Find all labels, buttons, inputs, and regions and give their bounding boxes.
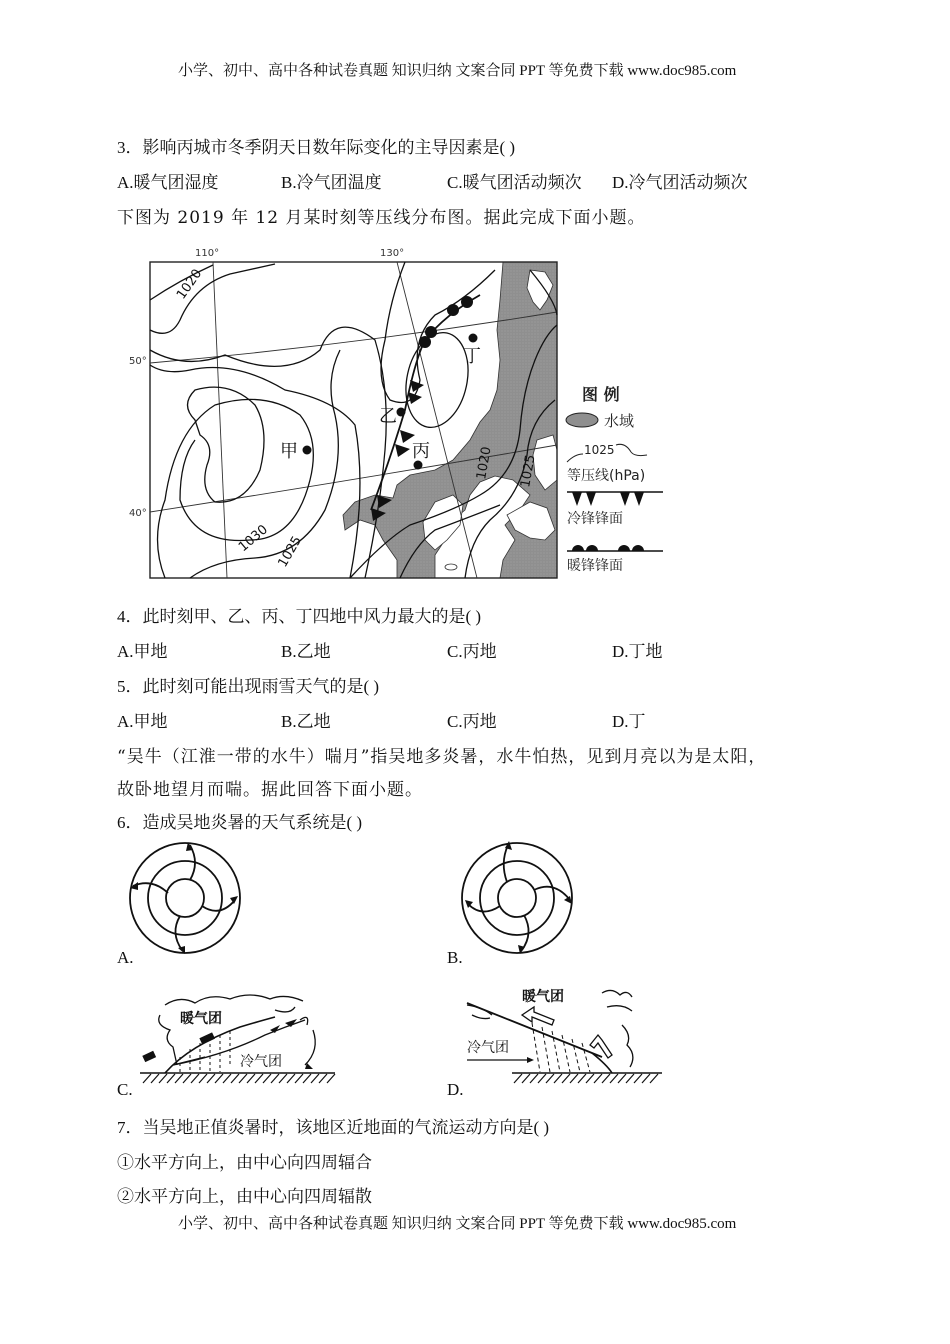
- q6-option-b-label: B.: [447, 948, 463, 967]
- fig-c-warm-label: 暖气团: [180, 1011, 222, 1027]
- isobar-label-1030: 1030: [235, 522, 271, 556]
- isobar-label-1025-e: 1025: [518, 453, 539, 489]
- question-3-stem: 3．影响丙城市冬季阴天日数年际变化的主导因素是( ): [117, 138, 516, 157]
- q3-option-a: A.暖气团湿度: [117, 173, 219, 192]
- q7-item-2: ②水平方向上，由中心向四周辐散: [117, 1187, 372, 1206]
- question-4-stem: 4．此时刻甲、乙、丙、丁四地中风力最大的是( ): [117, 607, 482, 626]
- lon-label-110: 110°: [195, 248, 220, 259]
- q6-figure-a: [130, 838, 260, 964]
- q5-option-b: B.乙地: [281, 712, 331, 731]
- question-5-stem: 5．此时刻可能出现雨雪天气的是( ): [117, 677, 380, 696]
- fig-c-cold-label: 冷气团: [240, 1054, 282, 1070]
- fig-d-cold-label: 冷气团: [467, 1040, 509, 1056]
- q3-option-b: B.冷气团温度: [281, 173, 382, 192]
- q6-option-c-label: C.: [117, 1080, 133, 1099]
- question-6-stem: 6．造成吴地炎暑的天气系统是( ): [117, 813, 363, 832]
- isobar-map: [129, 240, 675, 585]
- q7-item-1: ①水平方向上，由中心向四周辐合: [117, 1153, 372, 1172]
- isobar-label-1020-e: 1020: [474, 445, 495, 481]
- q4-option-d: D.丁地: [612, 642, 663, 661]
- q5-option-a: A.甲地: [117, 712, 168, 731]
- page-footer: 小学、初中、高中各种试卷真题 知识归纳 文案合同 PPT 等免费下载 www.doc985.com: [178, 1216, 737, 1232]
- map-intro: 下图为 2019 年 12 月某时刻等压线分布图。据此完成下面小题。: [117, 208, 646, 228]
- passage-line-2: 故卧地望月而喘。据此回答下面小题。: [117, 780, 423, 800]
- place-ding: 丁: [463, 346, 481, 367]
- legend-water: 水域: [604, 412, 635, 430]
- lat-label-40: 40°: [129, 508, 147, 519]
- q3-option-c: C.暖气团活动频次: [447, 173, 582, 192]
- passage-line-1: “吴牛（江淮一带的水牛）喘月”指吴地多炎暑，水牛怕热，见到月亮以为是太阳，: [117, 747, 767, 767]
- place-yi: 乙: [379, 406, 397, 427]
- q3-option-d: D.冷气团活动频次: [612, 173, 748, 192]
- place-jia: 甲: [280, 441, 298, 462]
- lat-label-50: 50°: [129, 356, 147, 367]
- q6-figure-c: [135, 985, 345, 1095]
- q6-figure-b: [462, 838, 592, 964]
- q4-option-c: C.丙地: [447, 642, 497, 661]
- q6-option-d-label: D.: [447, 1080, 464, 1099]
- q5-option-c: C.丙地: [447, 712, 497, 731]
- isobar-label-1025-w: 1025: [275, 533, 306, 570]
- q6-figure-d: [462, 985, 672, 1095]
- fig-d-warm-label: 暖气团: [522, 989, 564, 1005]
- isobar-label-1020-nw: 1020: [173, 266, 206, 303]
- lon-label-130: 130°: [380, 248, 405, 259]
- legend-title: 图 例: [582, 385, 620, 404]
- question-7-stem: 7．当吴地正值炎暑时，该地区近地面的气流运动方向是( ): [117, 1118, 550, 1137]
- q4-option-a: A.甲地: [117, 642, 168, 661]
- legend-cold-front: 冷锋锋面: [567, 511, 623, 527]
- page-header: 小学、初中、高中各种试卷真题 知识归纳 文案合同 PPT 等免费下载 www.doc985.com: [178, 63, 737, 79]
- map-legend: [566, 385, 663, 574]
- legend-isobar-sample: 1025: [584, 443, 615, 457]
- q6-option-a-label: A.: [117, 948, 134, 967]
- place-bing: 丙: [412, 441, 430, 462]
- legend-warm-front: 暖锋锋面: [567, 558, 623, 574]
- q5-option-d: D.丁: [612, 712, 646, 731]
- q4-option-b: B.乙地: [281, 642, 331, 661]
- legend-isobar: 等压线(hPa): [567, 468, 646, 484]
